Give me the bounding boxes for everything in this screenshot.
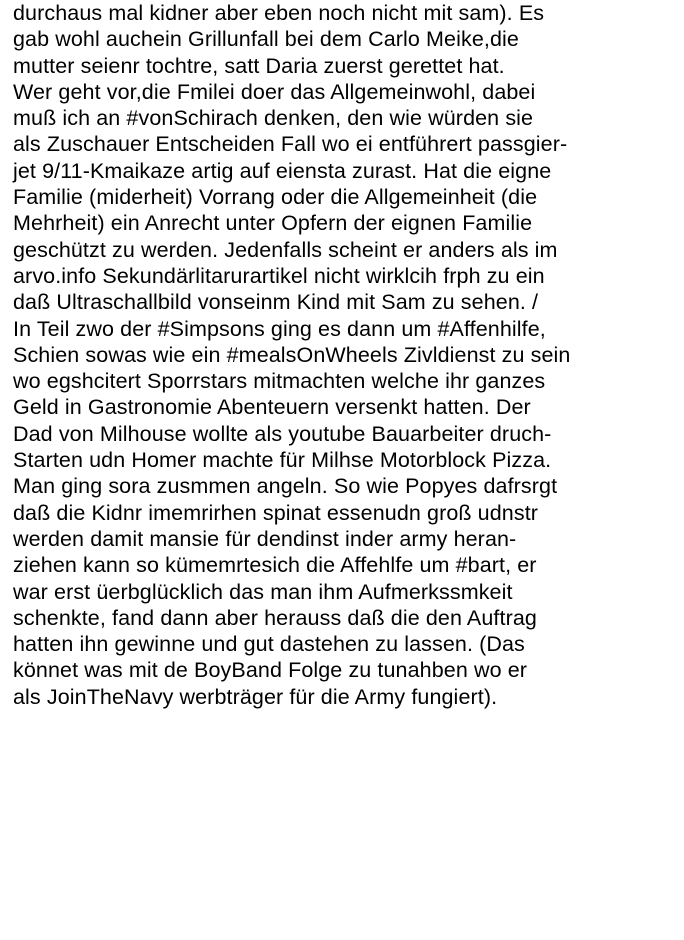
text-line-13: In Teil zwo der #Simpsons ging es dann um #Affenhilfe, bbox=[13, 316, 546, 341]
body-text bbox=[13, 0, 681, 710]
text-line-15: wo egshcitert Sporrstars mitmachten welche ihr ganzes bbox=[13, 369, 546, 394]
text-line-2: gab wohl auchein Grillunfall bei dem Carlo Meike,die bbox=[13, 27, 519, 52]
text-line-7: jet 9/11-Kmaikaze artig auf eiensta zurast. Hat die eigne bbox=[13, 158, 552, 183]
text-line-25: hatten ihn gewinne und gut dastehen zu lassen. (Das bbox=[13, 632, 525, 657]
text-line-23: war erst üerbglücklich das man ihm Aufmerkssmkeit bbox=[13, 579, 513, 604]
text-line-8: Familie (miderheit) Vorrang oder die Allgemeinheit (die bbox=[13, 185, 538, 210]
text-line-11: arvo.info Sekundärlitarurartikel nicht wirklcih frph zu ein bbox=[13, 263, 545, 288]
text-line-27: als JoinTheNavy werbträger für die Army fungiert). bbox=[13, 684, 498, 709]
text-line-16: Geld in Gastronomie Abenteuern versenkt hatten. Der bbox=[13, 395, 531, 420]
text-line-22: ziehen kann so kümemrtesich die Affehlfe um #bart, er bbox=[13, 553, 537, 578]
text-line-26: könnet was mit de BoyBand Folge zu tunahben wo er bbox=[13, 658, 528, 683]
text-line-18: Starten udn Homer machte für Milhse Motorblock Pizza. bbox=[13, 448, 552, 473]
text-line-1: durchaus mal kidner aber eben noch nicht mit sam). Es bbox=[13, 1, 545, 25]
text-line-20: daß die Kidnr imemrirhen spinat essenudn groß udnstr bbox=[13, 500, 539, 525]
text-line-4: Wer geht vor,die Fmilei doer das Allgemeinwohl, dabei bbox=[13, 79, 536, 104]
text-line-12: daß Ultraschallbild vonseinm Kind mit Sam zu sehen. / bbox=[13, 290, 539, 315]
text-line-6: als Zuschauer Entscheiden Fall wo ei entführert passgier- bbox=[13, 132, 568, 157]
text-line-14: Schien sowas wie ein #mealsOnWheels Zivldienst zu sein bbox=[13, 342, 571, 367]
text-line-21: werden damit mansie für dendinst inder army heran- bbox=[13, 526, 517, 551]
text-line-10: geschützt zu werden. Jedenfalls scheint er anders als im bbox=[13, 237, 558, 262]
text-line-24: schenkte, fand dann aber herauss daß die den Auftrag bbox=[13, 605, 537, 630]
text-line-17: Dad von Milhouse wollte als youtube Bauarbeiter druch- bbox=[13, 421, 552, 446]
text-line-5: muß ich an #vonSchirach denken, den wie würden sie bbox=[13, 106, 534, 131]
text-line-19: Man ging sora zusmmen angeln. So wie Popyes dafrsrgt bbox=[13, 474, 558, 499]
text-line-9: Mehrheit) ein Anrecht unter Opfern der eignen Familie bbox=[13, 211, 533, 236]
text-line-3: mutter seienr tochtre, satt Daria zuerst gerettet hat. bbox=[13, 53, 505, 78]
